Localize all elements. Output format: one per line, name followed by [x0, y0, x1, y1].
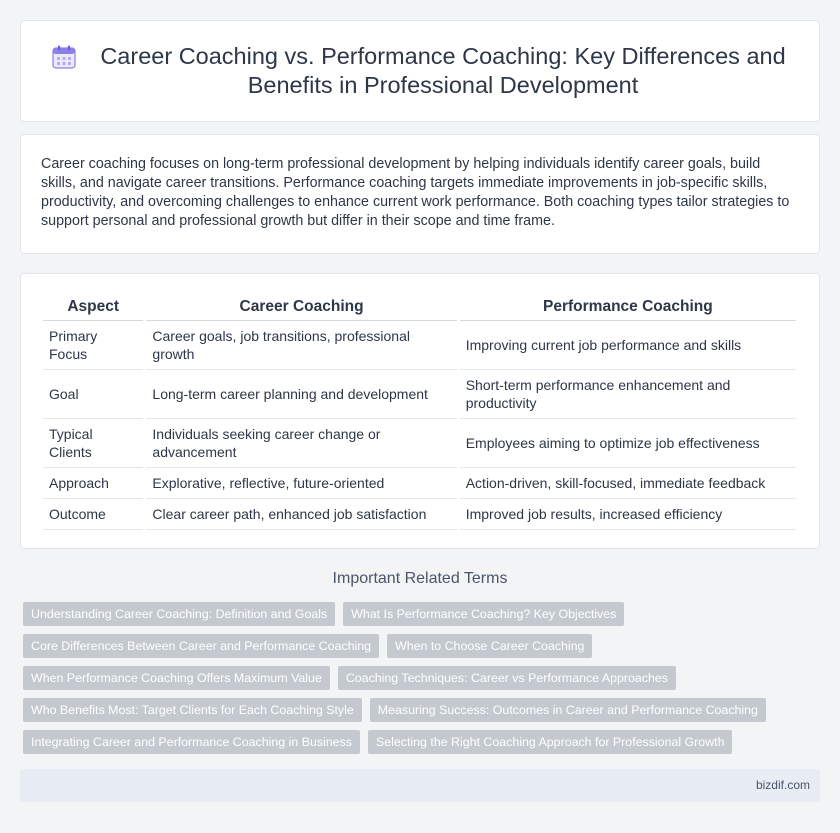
table-row [43, 321, 798, 370]
footer [20, 769, 820, 802]
row-career-value: Clear career path, enhanced job satisfaction [145, 499, 458, 530]
related-term-link[interactable]: When to Choose Career Coaching [387, 634, 592, 658]
row-aspect: Primary Focus [43, 321, 145, 370]
related-terms-list [23, 602, 823, 754]
related-terms-heading: Important Related Terms [332, 570, 508, 587]
row-performance-value: Short-term performance enhancement and productivity [458, 370, 797, 419]
header-career-coaching: Career Coaching [145, 294, 458, 321]
related-term-link[interactable]: What Is Performance Coaching? Key Objectives [343, 602, 624, 626]
comparison-table [43, 294, 799, 530]
table-row [43, 468, 798, 499]
header-card [20, 20, 820, 122]
row-aspect: Outcome [43, 499, 145, 530]
related-term-link[interactable]: Core Differences Between Career and Performance Coaching [23, 634, 379, 658]
table-row [43, 499, 798, 530]
header-performance-coaching: Performance Coaching [458, 294, 797, 321]
related-term-link[interactable]: When Performance Coaching Offers Maximum Value [23, 666, 330, 690]
calendar-icon [51, 44, 77, 70]
table-row [43, 370, 798, 419]
row-career-value: Explorative, reflective, future-oriented [145, 468, 458, 499]
row-career-value: Long-term career planning and development [145, 370, 458, 419]
related-term-link[interactable]: Measuring Success: Outcomes in Career and Performance Coaching [370, 698, 766, 722]
row-aspect: Approach [43, 468, 145, 499]
footer-site-link[interactable]: bizdif.com [755, 778, 810, 792]
row-career-value: Individuals seeking career change or advancement [145, 419, 458, 468]
header-aspect: Aspect [43, 294, 145, 321]
summary-card [20, 134, 820, 254]
row-performance-value: Improving current job performance and skills [458, 321, 797, 370]
row-performance-value: Action-driven, skill-focused, immediate feedback [458, 468, 797, 499]
row-aspect: Goal [43, 370, 145, 419]
page-title: Career Coaching vs. Performance Coaching: Key Differences and Benefits in Professional Development [100, 43, 786, 98]
related-term-link[interactable]: Coaching Techniques: Career vs Performance Approaches [338, 666, 676, 690]
related-term-link[interactable]: Selecting the Right Coaching Approach for Professional Growth [368, 730, 733, 754]
related-term-link[interactable]: Understanding Career Coaching: Definition and Goals [23, 602, 335, 626]
summary-paragraph: Career coaching focuses on long-term professional development by helping individuals identify career goals, build skills, and navigate career transitions. Performance coaching targets immediate improvements in job-specific skills, productivity, and overcoming challenges to enhance current work performance. Both coaching types tailor strategies to support personal and professional growth but differ in their scope and time frame. [41, 156, 790, 229]
comparison-table-card [20, 273, 820, 549]
table-row [43, 419, 798, 468]
table-header-row [43, 294, 798, 321]
row-performance-value: Improved job results, increased efficiency [458, 499, 797, 530]
row-career-value: Career goals, job transitions, professional growth [145, 321, 458, 370]
row-performance-value: Employees aiming to optimize job effectiveness [458, 419, 797, 468]
related-term-link[interactable]: Who Benefits Most: Target Clients for Each Coaching Style [23, 698, 362, 722]
related-term-link[interactable]: Integrating Career and Performance Coaching in Business [23, 730, 360, 754]
row-aspect: Typical Clients [43, 419, 145, 468]
